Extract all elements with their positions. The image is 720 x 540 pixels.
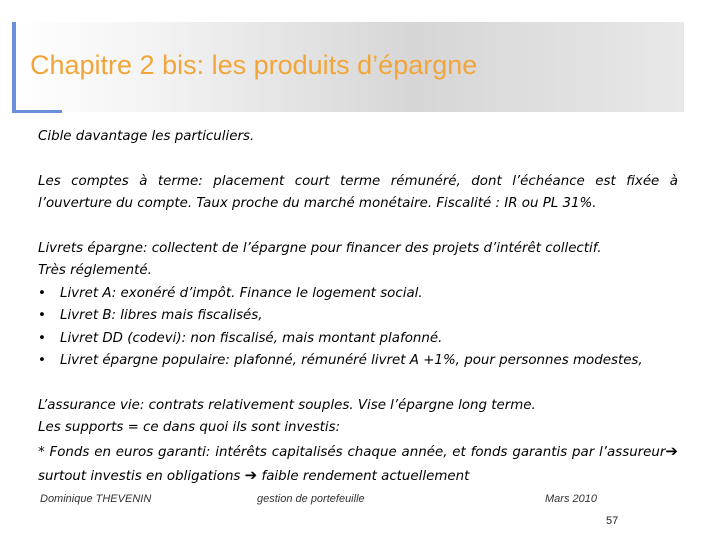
slide-content <box>38 126 678 489</box>
footer-date: Mars 2010 <box>545 493 597 505</box>
bullet-dot: • <box>38 285 46 301</box>
page-number: 57 <box>606 515 619 527</box>
list-item: • Livret épargne populaire: plafonné, rémunéré livret A +1%, pour personnes modestes, <box>38 350 678 373</box>
bullet-dot: • <box>38 330 46 346</box>
list-item: • Livret DD (codevi): non fiscalisé, mais montant plafonné. <box>38 328 678 351</box>
footer-course: gestion de portefeuille <box>257 493 365 505</box>
paragraph-livrets-line1: Livrets épargne: collectent de l’épargne pour financer des projets d’intérêt collectif. <box>38 240 602 256</box>
list-item: • Livret A: exonéré d’impôt. Finance le logement social. <box>38 283 678 306</box>
paragraph-assurance-line3: * Fonds en euros garanti: intérêts capitalisés chaque année, et fonds garantis par l’assureur➔ surtout investis en obligations ➔ faible rendement actuellement <box>38 441 678 484</box>
paragraph-cible: Cible davantage les particuliers. <box>38 129 255 144</box>
paragraph-comptes-terme: Les comptes à terme: placement court terme rémunéré, dont l’échéance est fixée à l’ouverture du compte. Taux proche du marché monétaire. Fiscalité : IR ou PL 31%. <box>38 173 678 211</box>
bullet-dot: • <box>38 308 46 323</box>
title-accent-bar <box>12 22 16 112</box>
bullet-dot: • <box>38 353 46 368</box>
paragraph-assurance-line2: Les supports = ce dans quoi ils sont investis: <box>38 420 341 435</box>
paragraph-livrets-line2: Très réglementé. <box>38 263 152 278</box>
paragraph-assurance-line1: L’assurance vie: contrats relativement souples. Vise l’épargne long terme. <box>38 397 536 413</box>
arrow-right-icon: ➔ <box>244 466 258 484</box>
slide-title: Chapitre 2 bis: les produits d’épargne <box>30 50 478 80</box>
arrow-right-icon: ➔ <box>665 441 678 460</box>
title-underline <box>12 110 62 113</box>
livrets-list <box>38 283 678 373</box>
list-item: • Livret B: libres mais fiscalisés, <box>38 305 678 328</box>
footer-author: Dominique THEVENIN <box>40 493 152 505</box>
